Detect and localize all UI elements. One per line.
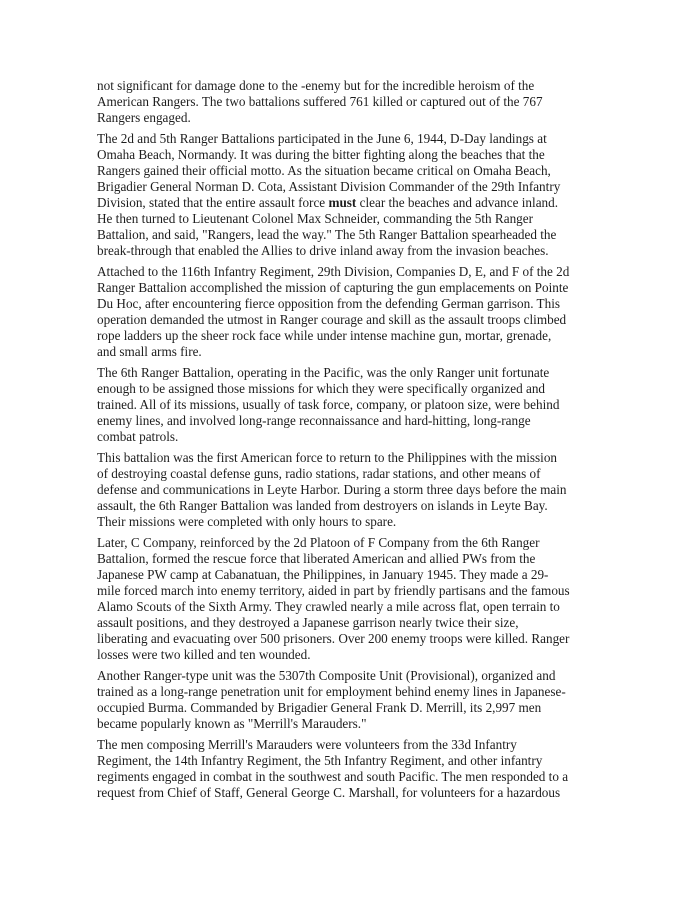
text-line: Rangers engaged. — [97, 110, 191, 125]
text-line: not significant for damage done to the -enemy but for the incredible heroism of the — [97, 78, 535, 93]
text-line: Battalion, formed the rescue force that liberated American and allied PWs from the — [97, 551, 536, 566]
text-line: This battalion was the first American force to return to the Philippines with the mission — [97, 450, 558, 465]
text-line: rope ladders up the sheer rock face while under intense machine gun, mortar, grenade, — [97, 328, 552, 343]
text-line: regiments engaged in combat in the southwest and south Pacific. The men responded to a — [97, 769, 569, 784]
text-line: The 6th Ranger Battalion, operating in the Pacific, was the only Ranger unit fortunate — [97, 365, 550, 380]
document-body — [97, 78, 605, 801]
text-line: losses were two killed and ten wounded. — [97, 647, 311, 662]
text-line: trained as a long-range penetration unit for employment behind enemy lines in Japanese- — [97, 684, 566, 699]
text-line: request from Chief of Staff, General George C. Marshall, for volunteers for a hazardous — [97, 785, 561, 800]
text-line: Another Ranger-type unit was the 5307th Composite Unit (Provisional), organized and — [97, 668, 556, 683]
text-line: assault positions, and they destroyed a Japanese garrison nearly twice their size, — [97, 615, 519, 630]
text-line: operation demanded the utmost in Ranger courage and skill as the assault troops climbed — [97, 312, 567, 327]
text-line: Division, stated that the entire assault force must clear the beaches and advance inland. — [97, 195, 559, 210]
text-line: Ranger Battalion accomplished the mission of capturing the gun emplacements on Pointe — [97, 280, 569, 295]
paragraph — [97, 535, 605, 663]
text-line: defense and communications in Leyte Harbor. During a storm three days before the main — [97, 482, 567, 497]
paragraph — [97, 264, 605, 360]
text-line: and small arms fire. — [97, 344, 202, 359]
text-line: of destroying coastal defense guns, radio stations, radar stations, and other means of — [97, 466, 541, 481]
text-line: Rangers gained their official motto. As the situation became critical on Omaha Beach, — [97, 163, 551, 178]
text-line: mile forced march into enemy territory, aided in part by friendly partisans and the famous — [97, 583, 570, 598]
text-line: Japanese PW camp at Cabanatuan, the Philippines, in January 1945. They made a 29- — [97, 567, 549, 582]
text-line: break-through that enabled the Allies to drive inland away from the invasion beaches. — [97, 243, 549, 258]
text-line: occupied Burma. Commanded by Brigadier General Frank D. Merrill, its 2,997 men — [97, 700, 542, 715]
text-line: became popularly known as "Merrill's Marauders." — [97, 716, 367, 731]
text-line: Attached to the 116th Infantry Regiment, 29th Division, Companies D, E, and F of the 2d — [97, 264, 570, 279]
text-line: combat patrols. — [97, 429, 179, 444]
paragraph — [97, 365, 605, 445]
paragraph — [97, 131, 605, 259]
text-line: Omaha Beach, Normandy. It was during the bitter fighting along the beaches that the — [97, 147, 545, 162]
paragraph — [97, 78, 605, 126]
text-line: Their missions were completed with only hours to spare. — [97, 514, 397, 529]
text-line: assault, the 6th Ranger Battalion was landed from destroyers on islands in Leyte Bay. — [97, 498, 548, 513]
paragraph — [97, 737, 605, 801]
text-line: Du Hoc, after encountering fierce opposition from the defending German garrison. This — [97, 296, 561, 311]
paragraph — [97, 450, 605, 530]
text-line: American Rangers. The two battalions suffered 761 killed or captured out of the 767 — [97, 94, 543, 109]
text-line: enemy lines, and involved long-range reconnaissance and hard-hitting, long-range — [97, 413, 531, 428]
text-line: The men composing Merrill's Marauders were volunteers from the 33d Infantry — [97, 737, 517, 752]
text-line: Brigadier General Norman D. Cota, Assistant Division Commander of the 29th Infantry — [97, 179, 561, 194]
text-line: He then turned to Lieutenant Colonel Max Schneider, commanding the 5th Ranger — [97, 211, 534, 226]
text-line: Regiment, the 14th Infantry Regiment, the 5th Infantry Regiment, and other infantry — [97, 753, 543, 768]
text-line: enough to be assigned those missions for which they were specifically organized and — [97, 381, 546, 396]
text-line: The 2d and 5th Ranger Battalions participated in the June 6, 1944, D-Day landings at — [97, 131, 547, 146]
paragraph — [97, 668, 605, 732]
text-line: trained. All of its missions, usually of task force, company, or platoon size, were behind — [97, 397, 560, 412]
text-line: Battalion, and said, "Rangers, lead the way." The 5th Ranger Battalion spearheaded the — [97, 227, 557, 242]
text-line: Later, C Company, reinforced by the 2d Platoon of F Company from the 6th Ranger — [97, 535, 540, 550]
text-line: liberating and evacuating over 500 prisoners. Over 200 enemy troops were killed. Ranger — [97, 631, 570, 646]
text-line: Alamo Scouts of the Sixth Army. They crawled nearly a mile across flat, open terrain to — [97, 599, 560, 614]
